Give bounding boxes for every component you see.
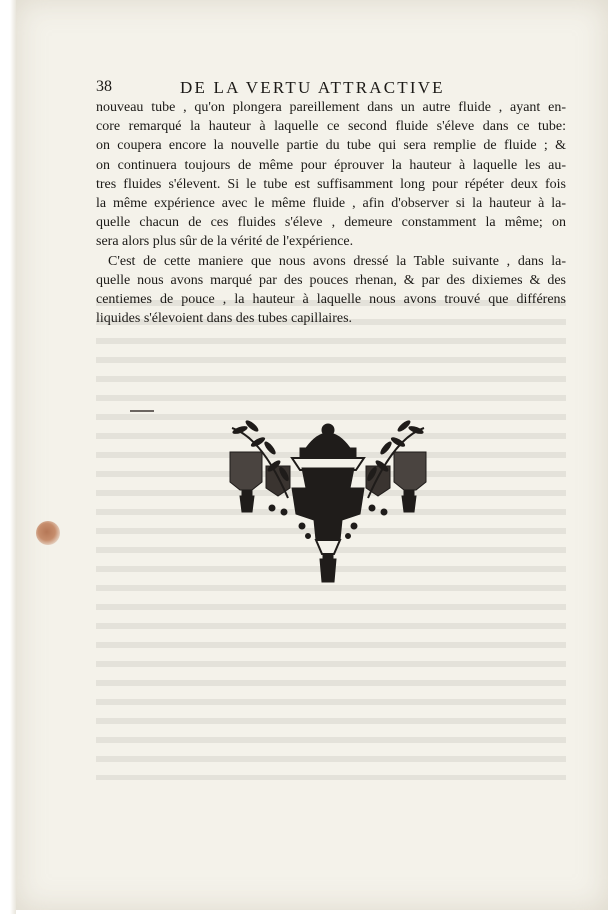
ink-mark [130,410,154,412]
text-line: on continuera toujours de même pour éprouver la hauteur à laquelle les au- [96,157,566,173]
paragraph-2 [96,252,566,329]
text-line: la même expérience avec le même fluide , afin d'observer si la hauteur à la- [96,195,566,211]
foxing-stain [36,521,60,545]
fleuron-vignette-icon [222,408,434,586]
text-line: quelle nous avons marqué par des pouces rhenan, & par des dixiemes & des [96,272,566,288]
body-text [96,98,566,328]
paragraph-1 [96,98,566,252]
text-line: tres fluides s'élevent. Si le tube est suffisamment long pour répéter deux fois [96,176,566,192]
text-line: liquides s'élevoient dans des tubes capillaires. [96,311,353,327]
header-title: DE LA VERTU ATTRACTIVE [180,78,445,97]
page-number: 38 [96,78,112,95]
text-line: core remarqué la hauteur à laquelle ce second fluide s'éleve dans ce tube: [96,119,566,135]
text-line: nouveau tube , qu'on plongera pareillement dans un autre fluide , ayant en- [96,100,566,115]
running-head [96,78,566,100]
page-edge [0,0,16,914]
text-line: centiemes de pouce , la hauteur à laquelle nous avons trouvé que différens [96,291,566,307]
text-line: C'est de cette maniere que nous avons dressé la Table suivante , dans la- [108,253,566,269]
text-line: sera alors plus sûr de la vérité de l'expérience. [96,234,354,250]
text-line: on coupera encore la nouvelle partie du tube qui sera remplie de fluide ; & [96,138,566,154]
text-line: quelle chacun de ces fluides s'éleve , demeure constamment la même; on [96,215,566,231]
